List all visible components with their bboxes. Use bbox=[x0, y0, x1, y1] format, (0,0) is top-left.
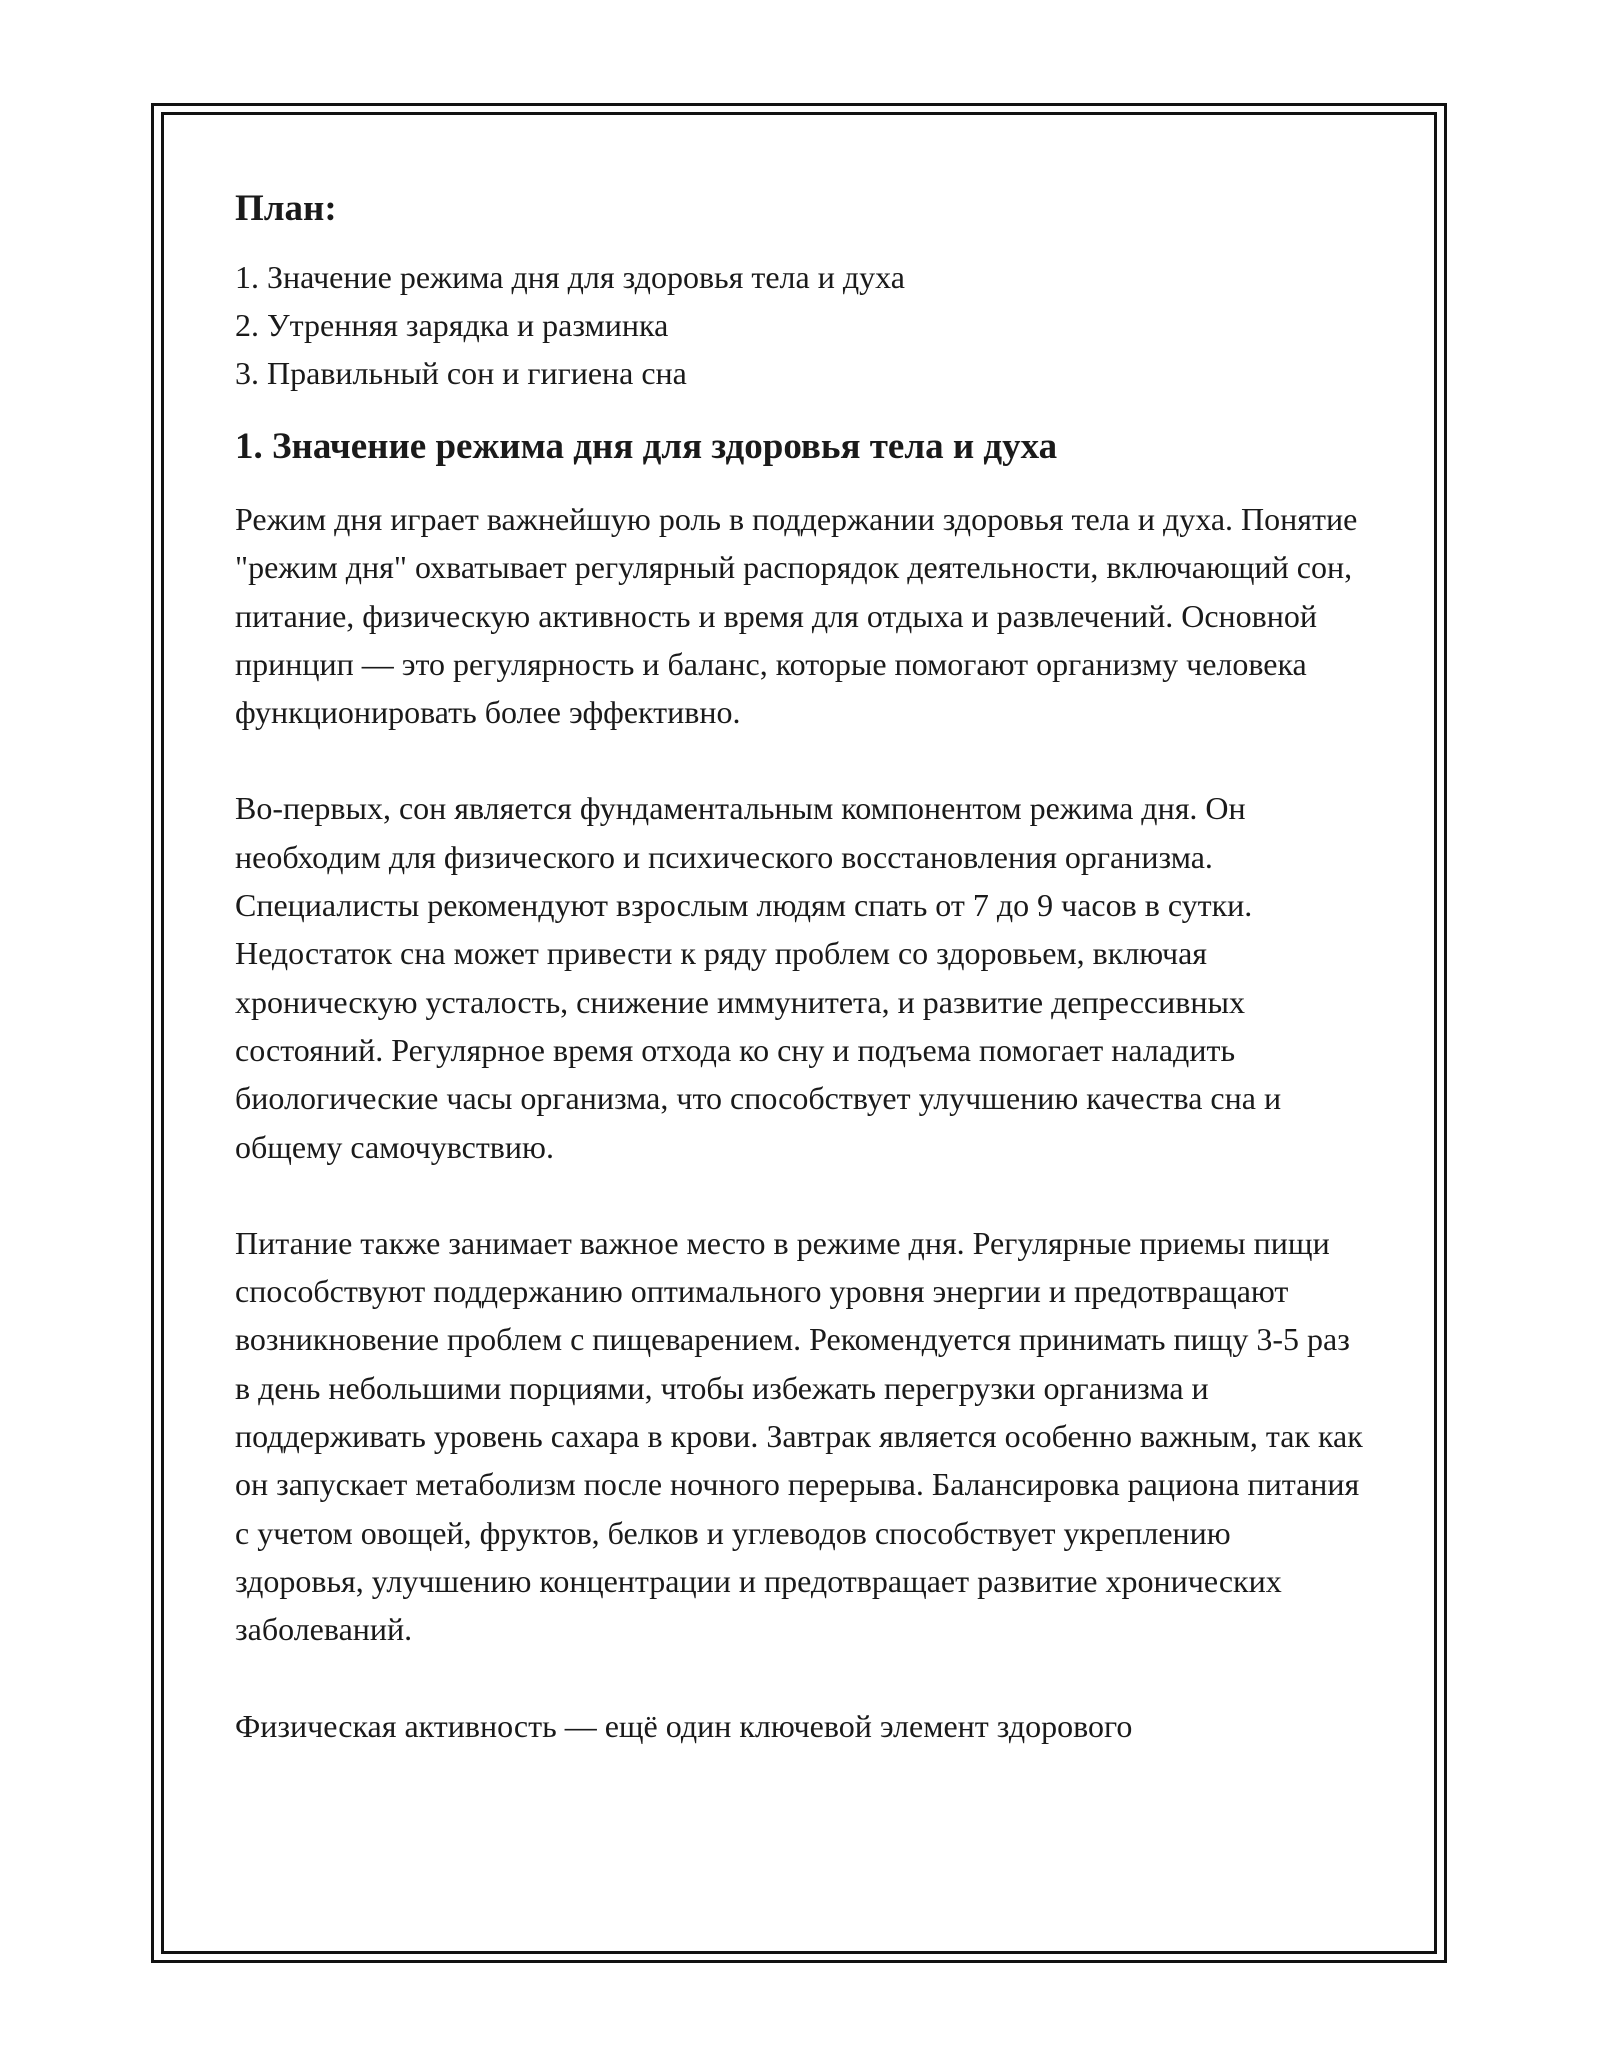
document-body bbox=[235, 185, 1365, 1798]
plan-item: 3. Правильный сон и гигиена сна bbox=[235, 355, 687, 391]
paragraph: Физическая активность — ещё один ключевой элемент здорового bbox=[235, 1707, 1133, 1744]
section-heading: 1. Значение режима дня для здоровья тела и духа bbox=[235, 426, 1058, 467]
plan-item: 2. Утренняя зарядка и разминка bbox=[235, 307, 669, 343]
paragraph: Во-первых, сон является фундаментальным компонентом режима дня. Он необходим для физического и психического восстановления организма. Специалисты рекомендуют взрослым людям спать от 7 до 9 часов в сутки. Недостаток сна может привести к ряду проблем со здоровьем, включая хроническую усталость, снижение иммунитета, и развитие депрессивных состояний. Регулярное время отхода ко сну и подъема помогает наладить биологические часы организма, что способствует улучшению качества сна и общему самочувствию. bbox=[235, 790, 1282, 1165]
plan-title: План: bbox=[235, 188, 337, 229]
plan-list bbox=[235, 253, 1365, 397]
plan-item: 1. Значение режима дня для здоровья тела и духа bbox=[235, 259, 905, 295]
paragraph: Режим дня играет важнейшую роль в поддержании здоровья тела и духа. Понятие "режим дня" охватывает регулярный распорядок деятельности, включающий сон, питание, физическую активность и время для отдыха и развлечений. Основной принцип — это регулярность и баланс, которые помогают организму человека функционировать более эффективно. bbox=[235, 501, 1358, 731]
paragraph: Питание также занимает важное место в режиме дня. Регулярные приемы пищи способствуют поддержанию оптимального уровня энергии и предотвращают возникновение проблем с пищеварением. Рекомендуется принимать пищу 3-5 раз в день небольшими порциями, чтобы избежать перегрузки организма и поддерживать уровень сахара в крови. Завтрак является особенно важным, так как он запускает метаболизм после ночного перерыва. Балансировка рациона питания с учетом овощей, фруктов, белков и углеводов способствует укреплению здоровья, улучшению концентрации и предотвращает развитие хронических заболеваний. bbox=[235, 1224, 1363, 1648]
